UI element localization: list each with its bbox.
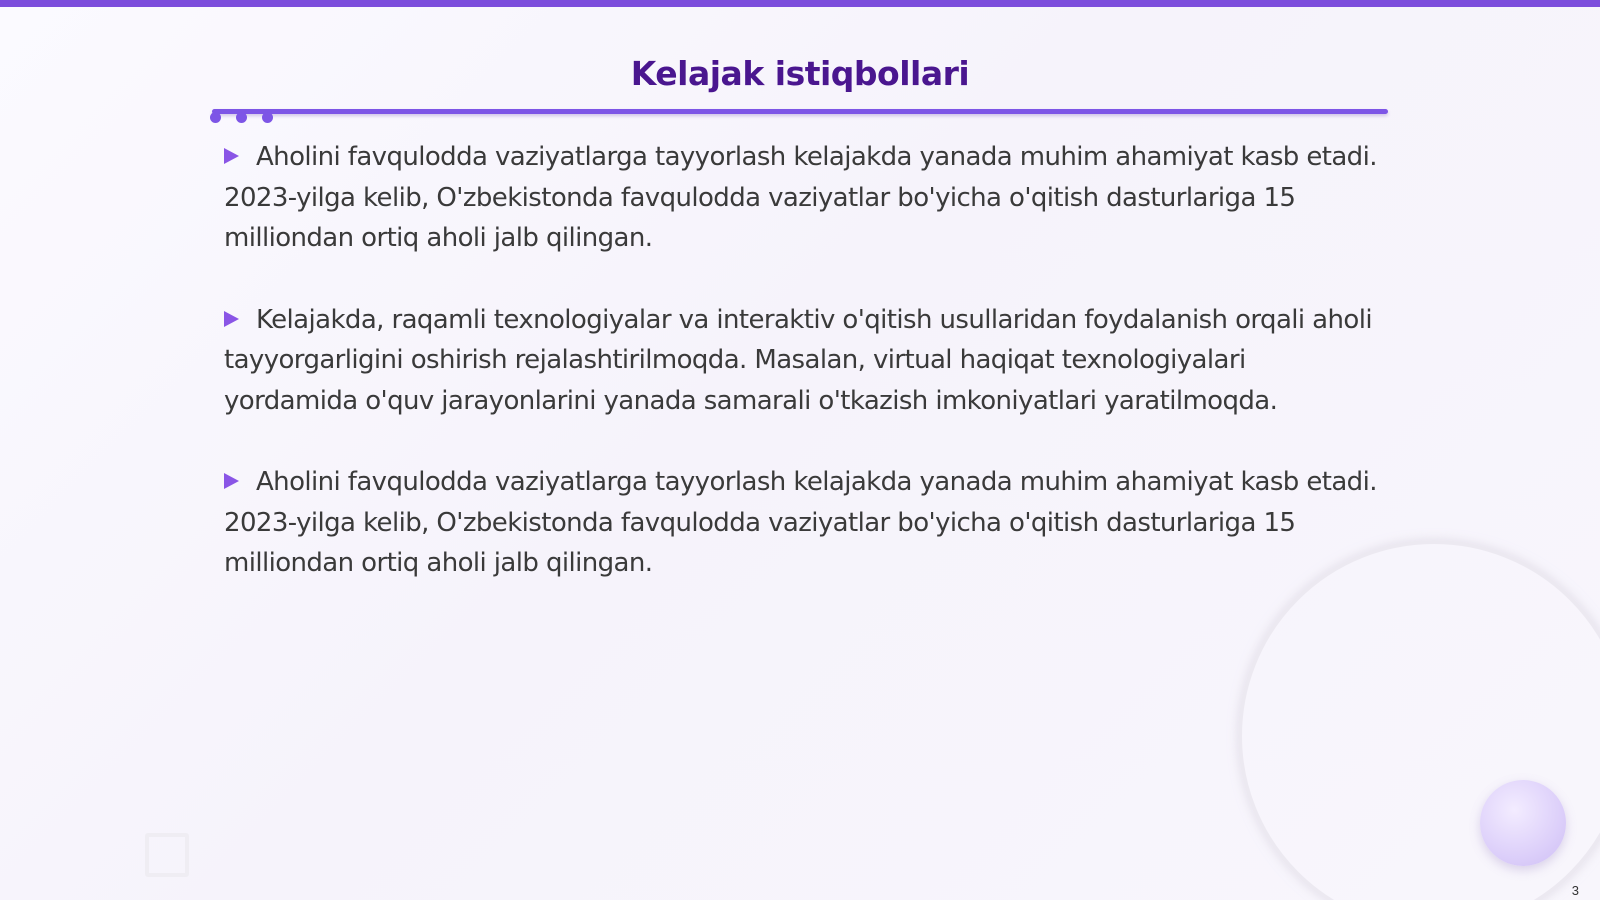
triangle-right-icon <box>224 473 239 489</box>
bullet-item <box>224 462 1380 584</box>
slide-title: Kelajak istiqbollari <box>630 54 970 93</box>
bullet-item <box>224 137 1380 259</box>
decorative-dot <box>210 112 221 123</box>
page-number: 3 <box>1571 883 1579 898</box>
decorative-orb <box>1480 780 1566 866</box>
decorative-dot <box>236 112 247 123</box>
bullet-text: Aholini favqulodda vaziyatlarga tayyorlash kelajakda yanada muhim ahamiyat kasb etadi. 2023-yilga kelib, O'zbekistonda favqulodda vaziyatlar bo'yicha o'qitish dasturlariga 15 milliondan ortiq aholi jalb qilingan. <box>224 467 1377 578</box>
decorative-dot <box>262 112 273 123</box>
top-accent-bar <box>0 0 1600 7</box>
triangle-right-icon <box>224 148 239 164</box>
bullet-text: Aholini favqulodda vaziyatlarga tayyorlash kelajakda yanada muhim ahamiyat kasb etadi. 2023-yilga kelib, O'zbekistonda favqulodda vaziyatlar bo'yicha o'qitish dasturlariga 15 milliondan ortiq aholi jalb qilingan. <box>224 142 1377 253</box>
decorative-square <box>145 833 189 877</box>
bullet-text: Kelajakda, raqamli texnologiyalar va interaktiv o'qitish usullaridan foydalanish orqali aholi tayyorgarligini oshirish rejalashtirilmoqda. Masalan, virtual haqiqat texnologiyalari yordamida o'quv jarayonlarini yanada samarali o'tkazish imkoniyatlari yaratilmoqda. <box>224 304 1372 416</box>
title-underline <box>212 109 1388 114</box>
bullet-list <box>224 137 1380 625</box>
triangle-right-icon <box>224 311 239 327</box>
bullet-item <box>224 300 1380 422</box>
